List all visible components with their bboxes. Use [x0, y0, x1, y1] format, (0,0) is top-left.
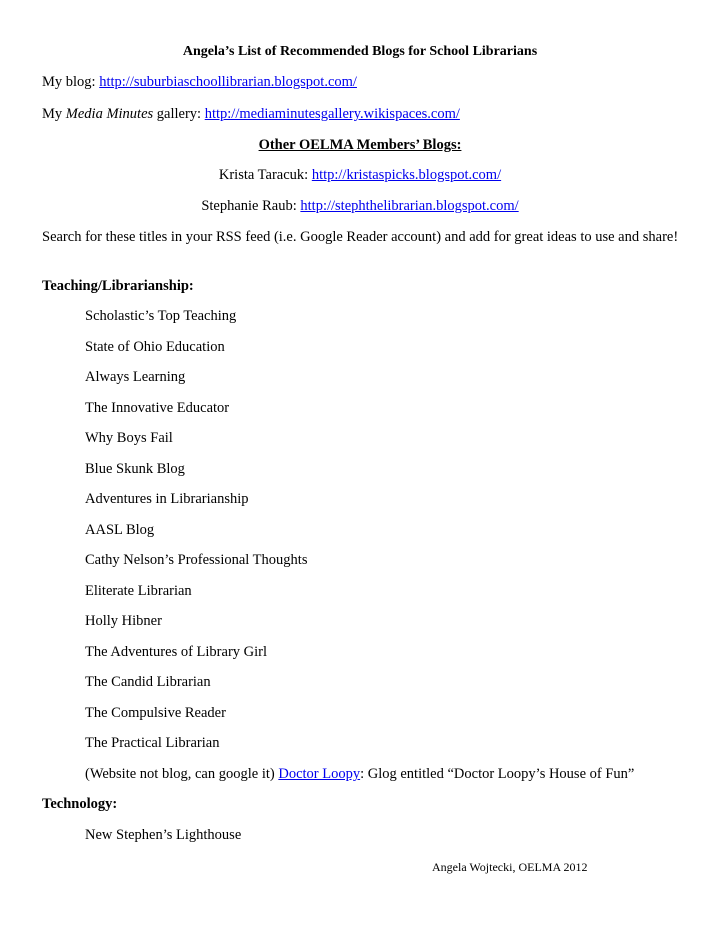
doctor-loopy-suffix: : Glog entitled “Doctor Loopy’s House of Fun”	[360, 766, 635, 782]
my-blog-line	[42, 73, 357, 91]
gallery-italic: Media Minutes	[65, 106, 154, 122]
gallery-prefix: My	[42, 106, 66, 122]
member-link[interactable]: http://kristaspicks.blogspot.com/	[311, 167, 502, 183]
list-item: The Candid Librarian	[85, 674, 211, 690]
list-item: Cathy Nelson’s Professional Thoughts	[85, 552, 308, 568]
list-item: Scholastic’s Top Teaching	[85, 308, 237, 324]
list-item: Always Learning	[85, 369, 186, 385]
my-blog-label: My blog:	[42, 74, 100, 90]
member-stephanie	[0, 197, 720, 215]
member-label: Krista Taracuk:	[218, 167, 312, 183]
member-label: Stephanie Raub:	[201, 198, 301, 214]
gallery-link[interactable]: http://mediaminutesgallery.wikispaces.com/	[204, 106, 460, 122]
list-item: The Compulsive Reader	[85, 705, 226, 721]
list-item: The Innovative Educator	[85, 400, 230, 416]
page-title: Angela’s List of Recommended Blogs for School Librarians	[182, 44, 538, 59]
teaching-heading: Teaching/Librarianship:	[42, 278, 194, 294]
member-krista	[0, 166, 720, 184]
other-members-heading: Other OELMA Members’ Blogs:	[258, 137, 462, 153]
doctor-loopy-item	[85, 765, 634, 783]
list-item: AASL Blog	[85, 522, 155, 538]
gallery-suffix: gallery:	[153, 106, 205, 122]
my-blog-link[interactable]: http://suburbiaschoollibrarian.blogspot.com/	[99, 74, 357, 90]
technology-heading: Technology:	[42, 796, 118, 812]
doctor-loopy-link[interactable]: Doctor Loopy	[278, 766, 361, 782]
list-item: Adventures in Librarianship	[85, 491, 249, 507]
list-item: Holly Hibner	[85, 613, 162, 629]
list-item: Why Boys Fail	[85, 430, 173, 446]
gallery-line	[42, 105, 460, 123]
instructions-text: Search for these titles in your RSS feed (i.e. Google Reader account) and add for great ideas to use and share!	[42, 229, 679, 245]
list-item: The Adventures of Library Girl	[85, 644, 268, 660]
doctor-loopy-prefix: (Website not blog, can google it)	[85, 766, 279, 782]
list-item: New Stephen’s Lighthouse	[85, 827, 242, 843]
member-link[interactable]: http://stephthelibrarian.blogspot.com/	[300, 198, 519, 214]
list-item: Eliterate Librarian	[85, 583, 192, 599]
list-item: State of Ohio Education	[85, 339, 225, 355]
footer-credit: Angela Wojtecki, OELMA 2012	[432, 860, 588, 874]
list-item: Blue Skunk Blog	[85, 461, 185, 477]
list-item: The Practical Librarian	[85, 735, 220, 751]
